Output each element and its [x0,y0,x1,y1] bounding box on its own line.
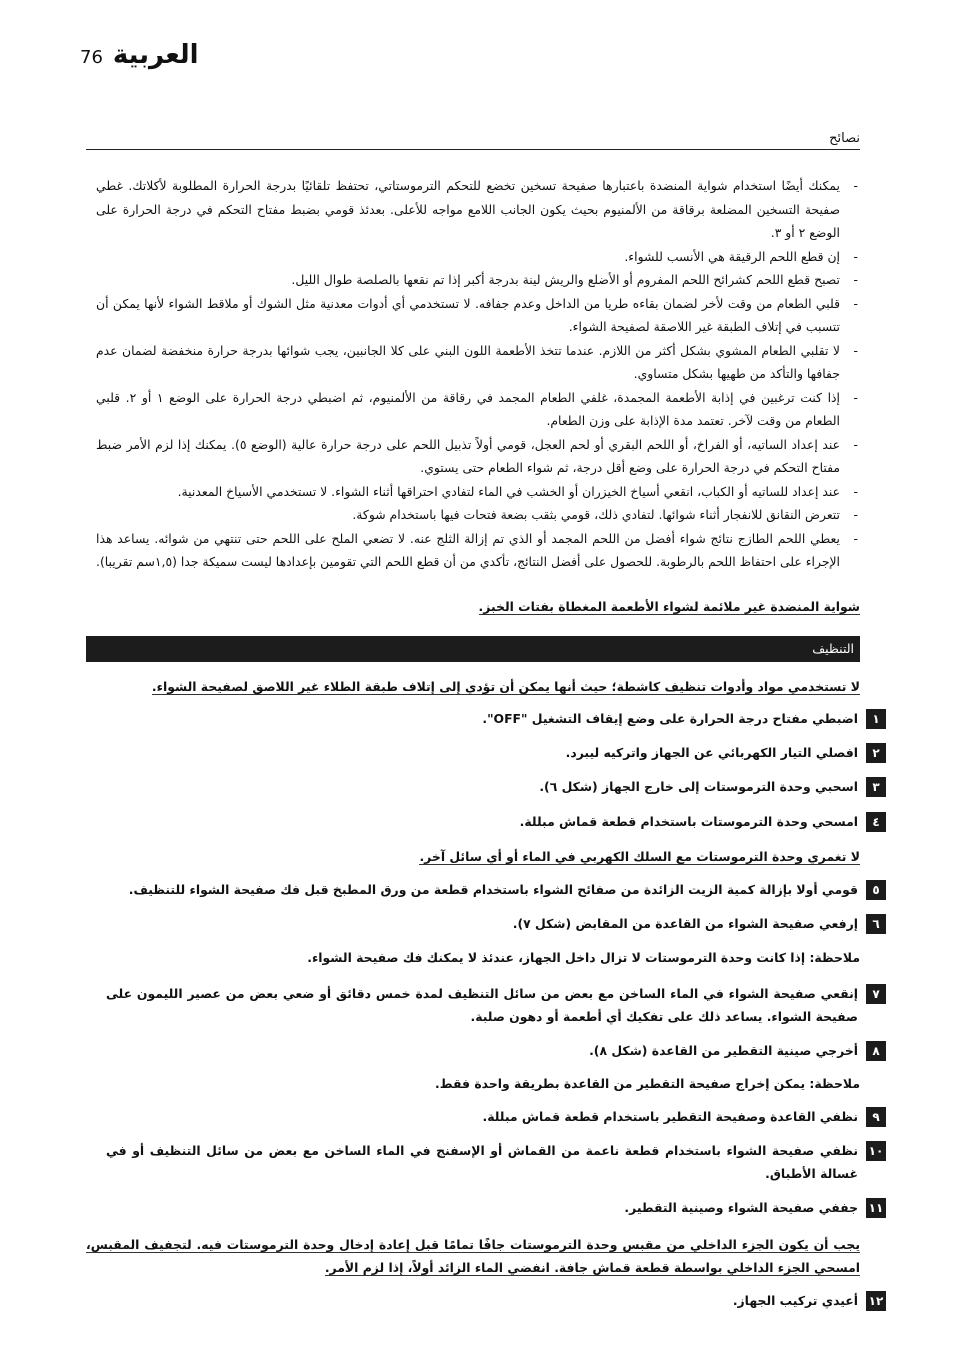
tip-item: - لا تقلبي الطعام المشوي بشكل أكثر من اللازم. عندما تتخذ الأطعمة اللون البني على كلا الجانبين، يجب شوائها بدرجة حرارة منخفضة لضمان عدم جفافها والتأكد من طهيها بشكل متساوي. [96,339,860,386]
tip-item: - عند إعداد الساتيه، أو الفراخ، أو اللحم البقري أو لحم العجل، قومي أولاً تذبيل اللحم على درجة حرارة عالية (الوضع ٥). يمكنك إذا لزم الأمر ضبط مفتاح التحكم في درجة الحرارة على وضع أقل درجة، ثم شواء الطعام حتى يستوي. [96,433,860,480]
step-2 [106,741,886,764]
tip-item: - يمكنك أيضًا استخدام شواية المنضدة باعتبارها صفيحة تسخين تخضع للتحكم الترموستاتي، تحتفظ تلقائيًا بدرجة الحرارة المطلوبة لأكلاتك. غطي صفيحة التسخين المضلعة برقاقة من الألمنيوم بحيث يكون الجانب اللامع مواجه للأعلى. بعدئذ قومي بضبط مفتاح التحكم في درجة الحرارة على الوضع ٢ أو ٣. [96,174,860,245]
step-6 [106,912,886,935]
step-text: نظفي القاعدة وصفيحة التقطير باستخدام قطعة قماش مبللة. [482,1109,858,1124]
step-9 [106,1105,886,1128]
step-text: اضبطي مفتاح درجة الحرارة على وضع إيقاف التشغيل "OFF". [482,711,858,726]
abrasive-warning [152,675,860,698]
language-title: العربية [112,40,199,70]
step-number: ١٠ [866,1141,886,1161]
step-11 [106,1196,886,1219]
step-number: ٦ [866,914,886,934]
step-text: أخرجي صينية التقطير من القاعدة (شكل ٨). [589,1043,858,1058]
cleaning-heading-bar [86,636,860,662]
tip-item: - تتعرض النقانق للانفجار أثناء شوائها. لتفادي ذلك، قومي بثقب بضعة فتحات فيها باستخدام شوكة. [96,503,860,527]
note-drip-tray: ملاحظة: يمكن إخراج صفيحة التقطير من القاعدة بطريقة واحدة فقط. [435,1076,860,1091]
step-text: إرفعي صفيحة الشواء من القاعدة من المقابض (شكل ٧). [512,916,858,931]
step-text: قومي أولا بإزالة كمية الزيت الزائدة من صفائح الشواء باستخدام قطعة من ورق المطبخ قبل فك صفيحة الشواء للتنظيف. [128,882,858,897]
step-4 [106,810,886,833]
step-text: إنقعي صفيحة الشواء في الماء الساخن مع بعض من سائل التنظيف لمدة خمس دقائق أو ضعي بعض من عصير الليمون على صفيحة الشواء. يساعد ذلك على تفكيك أي أطعمة أو دهون صلبة. [106,986,858,1024]
cleaning-heading: التنظيف [812,641,854,656]
step-text: اسحبي وحدة الترموستات إلى خارج الجهاز (شكل ٦). [539,779,858,794]
step-5 [106,878,886,901]
tip-item: - يعطي اللحم الطازج نتائج شواء أفضل من اللحم المجمد أو الذي تم إزالة الثلج عنه. لا تضعي الملح على اللحم حتى تنتهي من شوائه. يساعد هذا الإجراء على احتفاظ اللحم بالرطوبة. للحصول على أفضل النتائج، تأكدي من أن قطع اللحم التي تقومين بإعدادها ليست سميكة جدا (١,٥سم تقريبا). [96,527,860,574]
step-number: ٣ [866,777,886,797]
tips-list [96,174,860,574]
step-number: ٨ [866,1041,886,1061]
socket-warning [86,1233,860,1279]
crumbs-warning-text: شواية المنضدة غير ملائمة لشواء الأطعمة المغطاة بفتات الخبز. [478,599,860,614]
abrasive-warning-text: لا تستخدمي مواد وأدوات تنظيف كاشطة؛ حيث أنها يمكن أن تؤدي إلى إتلاف طبقة الطلاء غير اللاصق لصفيحة الشواء. [151,679,860,694]
immersion-warning-text: لا تغمري وحدة الترموستات مع السلك الكهربي في الماء أو أي سائل آخر. [419,849,860,864]
step-1 [106,707,886,730]
step-number: ١٢ [866,1291,886,1311]
tip-item: - تصبح قطع اللحم كشرائح اللحم المفروم أو الأضلع والريش لينة بدرجة أكبر إذا تم نقعها بالصلصة طوال الليل. [96,268,860,292]
step-12 [106,1289,886,1312]
tip-item: - إن قطع اللحم الرقيقة هي الأنسب للشواء. [96,245,860,269]
page-header [80,40,199,70]
tip-item: - عند إعداد للساتيه أو الكباب، انقعي أسياخ الخيزران أو الخشب في الماء لتفادي احتراقها أثناء الشواء. لا تستخدمي الأسياخ المعدنية. [96,480,860,504]
step-number: ٩ [866,1107,886,1127]
step-number: ١ [866,709,886,729]
step-number: ٧ [866,984,886,1004]
step-number: ١١ [866,1198,886,1218]
step-8 [106,1039,886,1062]
socket-warning-text: يجب أن يكون الجزء الداخلي من مقبس وحدة الترموستات جافًا تمامًا قبل إعادة إدخال وحدة الترموستات فيه. لتجفيف المقبس، امسحي الجزء الداخلي بواسطة قطعة قماش جافة. انفضي الماء الزائد أولاً، إذا لزم الأمر. [86,1237,860,1275]
step-text: جففي صفيحة الشواء وصينية التقطير. [624,1200,858,1215]
step-3 [106,775,886,798]
tip-item: - إذا كنت ترغبين في إذابة الأطعمة المجمدة، غلفي الطعام المجمد في رقاقة من الألمنيوم، ثم اضبطي درجة الحرارة على الوضع ١ أو ٢. قلبي الطعام من وقت لآخر. تعتمد مدة الإذابة على وزن الطعام. [96,386,860,433]
step-number: ٤ [866,812,886,832]
step-text: أعيدي تركيب الجهاز. [732,1293,858,1308]
step-number: ٥ [866,880,886,900]
page-number: 76 [80,47,103,68]
tip-item: - قلبي الطعام من وقت لأخر لضمان بقاءه طريا من الداخل وعدم جفافه. لا تستخدمي أي أدوات معدنية مثل الشوك أو ملاقط الشواء لأنها يمكن أن تتسبب في إتلاف الطبقة غير اللاصقة لصفيحة الشواء. [96,292,860,339]
step-7 [106,982,886,1028]
note-thermostat: ملاحظة: إذا كانت وحدة الترموستات لا تزال داخل الجهاز، عندئذ لا يمكنك فك صفيحة الشواء. [307,950,860,965]
immersion-warning [419,845,860,868]
step-text: امسحي وحدة الترموستات باستخدام قطعة قماش مبللة. [519,814,858,829]
tips-heading: نصائح [86,131,860,150]
step-number: ٢ [866,743,886,763]
step-text: افصلي التيار الكهربائي عن الجهاز واتركيه ليبرد. [565,745,858,760]
crumbs-warning [479,595,860,618]
step-10 [106,1139,886,1185]
step-text: نظفي صفيحة الشواء باستخدام قطعة ناعمة من القماش أو الإسفنج في الماء الساخن مع بعض من سائل التنظيف أو في غسالة الأطباق. [106,1143,858,1181]
